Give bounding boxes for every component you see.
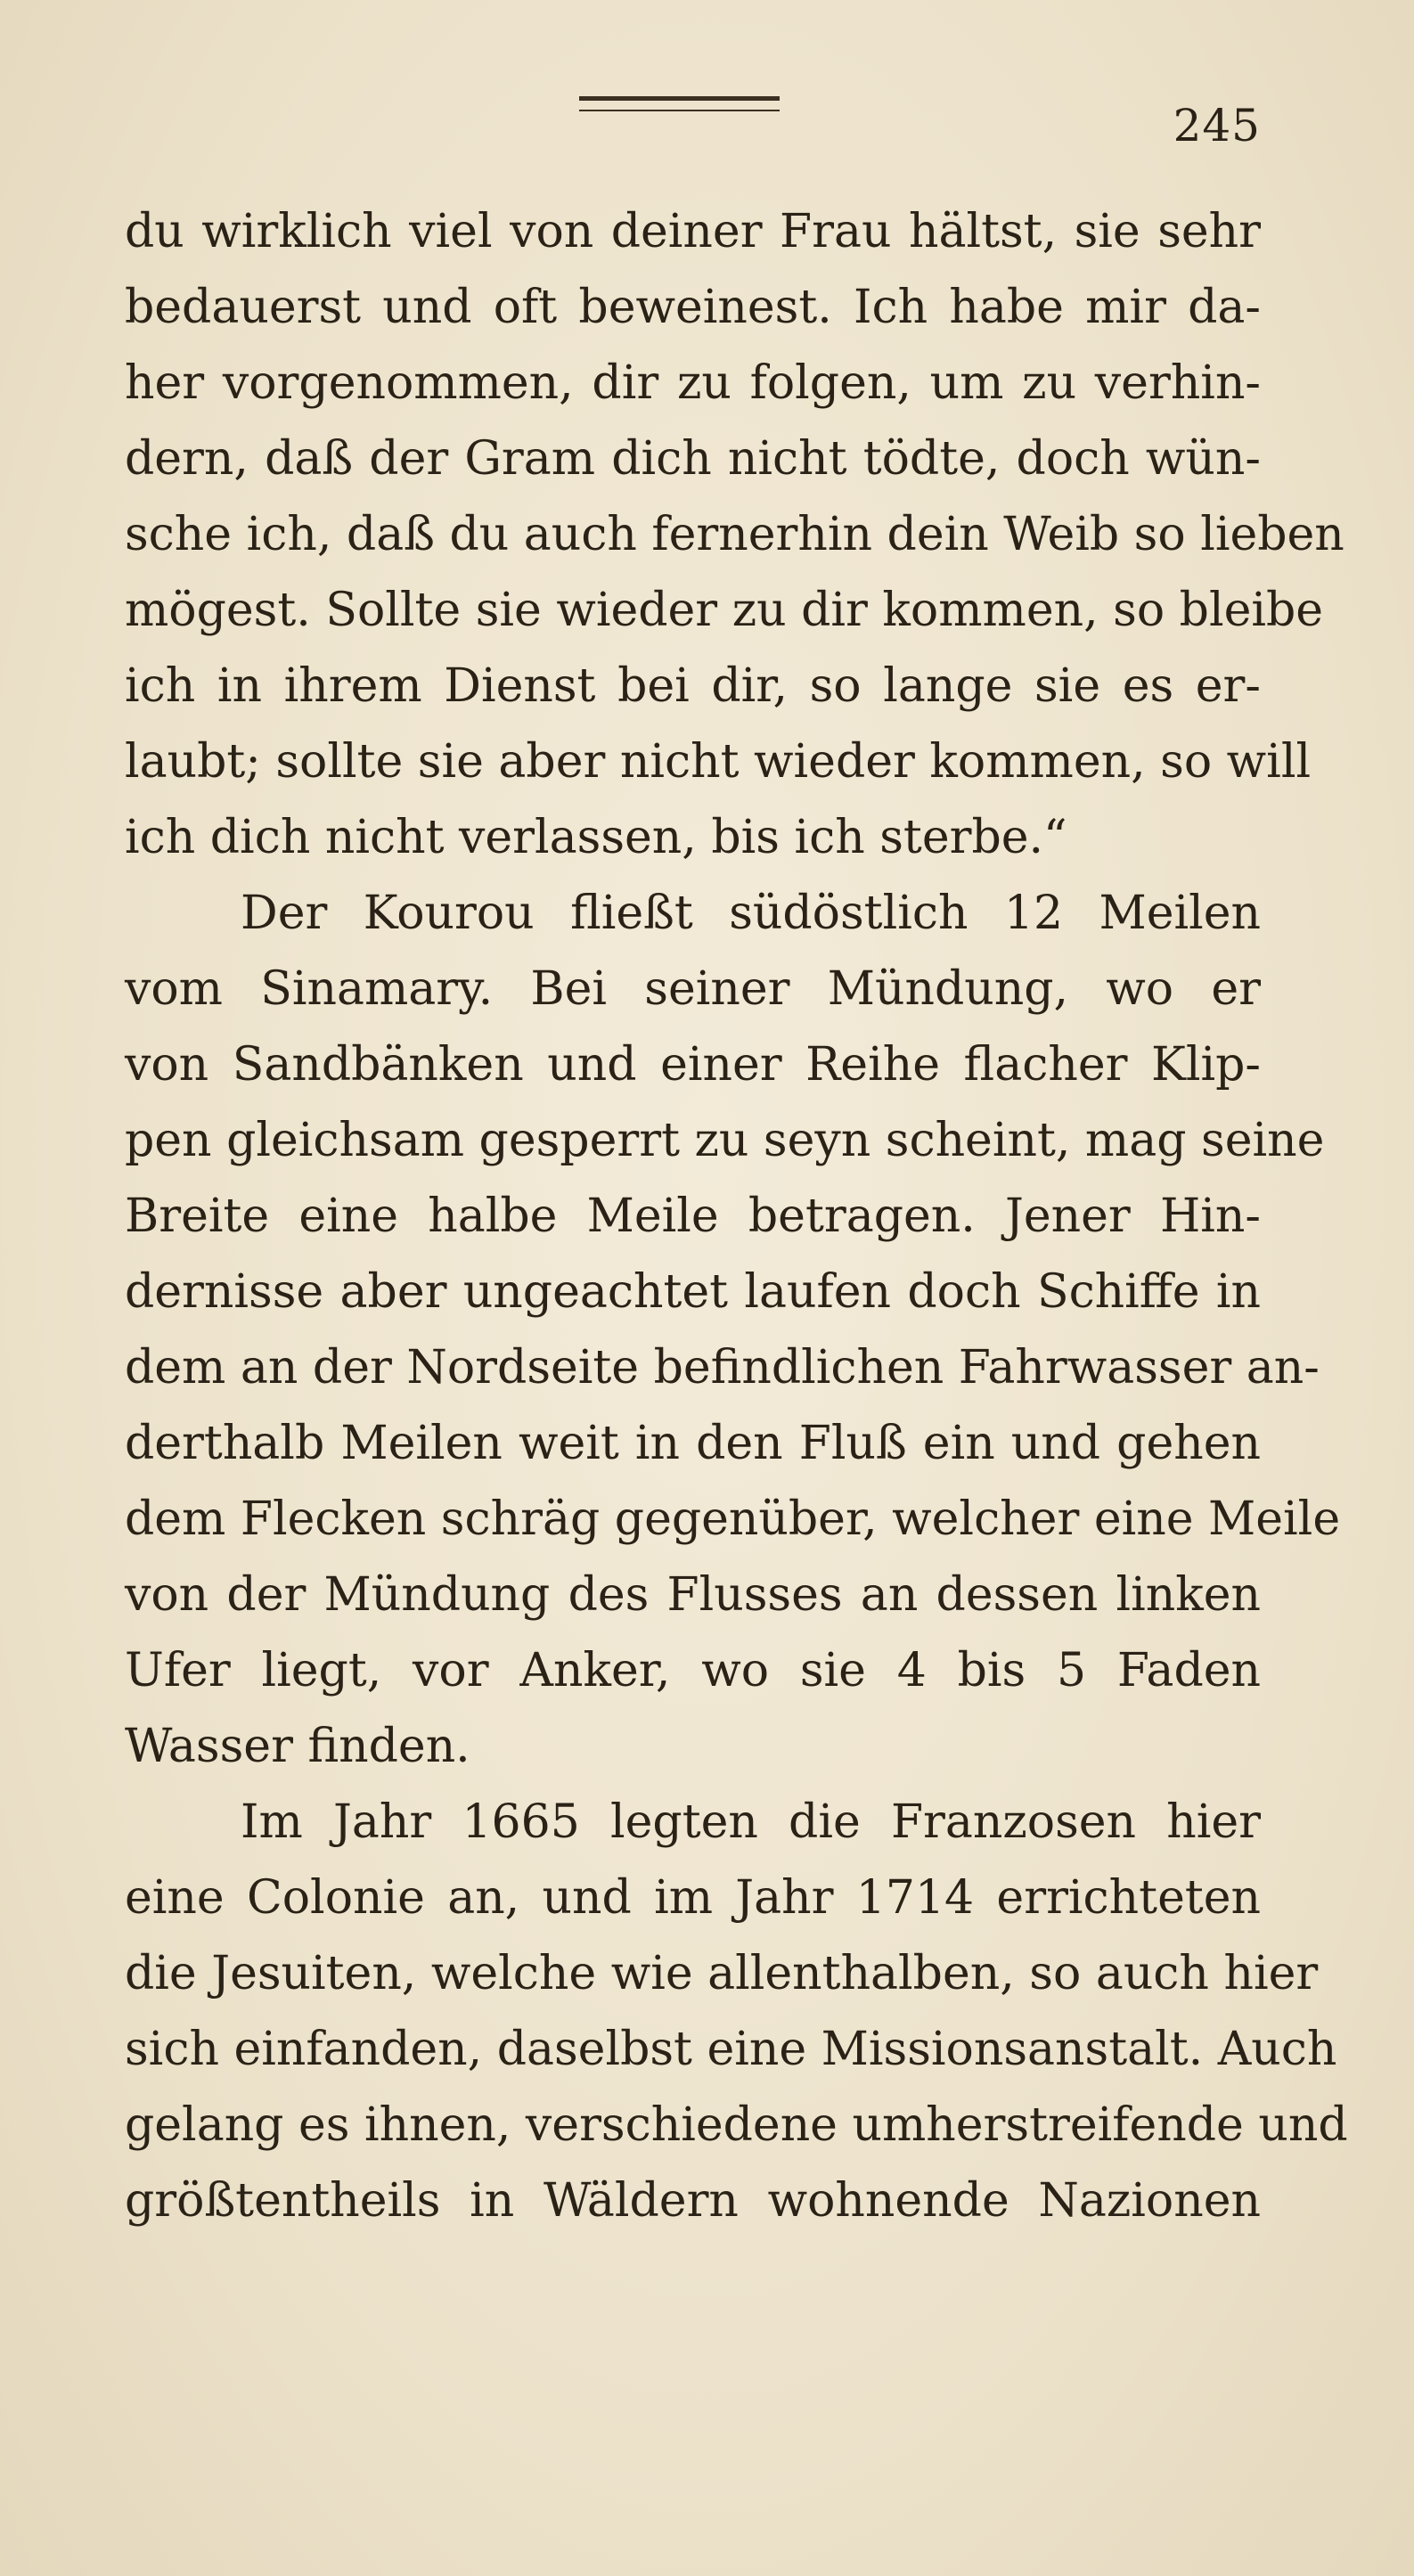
text-line: pen gleichsam gesperrt zu seyn scheint, mag seine	[125, 1114, 1325, 1167]
text-line: du wirklich viel von deiner Frau hältst, sie sehr	[125, 205, 1261, 258]
paragraph-start-line: Im Jahr 1665 legten die Franzosen hier	[241, 1795, 1261, 1849]
text-line: derthalb Meilen weit in den Fluß ein und gehen	[125, 1417, 1261, 1470]
body-text	[125, 194, 1348, 2239]
text-line: gelang es ihnen, verschiedene umherstreifende und	[125, 2098, 1348, 2152]
text-line: dem an der Nordseite befindlichen Fahrwasser an-	[125, 1341, 1320, 1394]
paragraph-start-line: Der Kourou fließt südöstlich 12 Meilen	[241, 887, 1261, 940]
text-line: die Jesuiten, welche wie allenthalben, so auch hier	[125, 1947, 1319, 2000]
text-line: laubt; sollte sie aber nicht wieder kommen, so will	[125, 735, 1312, 789]
text-line: vom Sinamary. Bei seiner Mündung, wo er	[125, 962, 1261, 1016]
text-line: Breite eine halbe Meile betragen. Jener Hin-	[125, 1190, 1261, 1243]
header-rule	[579, 96, 780, 101]
text-line: mögest. Sollte sie wieder zu dir kommen, so bleibe	[125, 584, 1324, 637]
text-line: dem Flecken schräg gegenüber, welcher eine Meile	[125, 1492, 1341, 1546]
text-line: sich einfanden, daselbst eine Missionsanstalt. Auch	[125, 2023, 1337, 2076]
text-line: Wasser finden.	[125, 1720, 470, 1773]
text-line: bedauerst und oft beweinest. Ich habe mir da-	[125, 281, 1261, 334]
text-line: eine Colonie an, und im Jahr 1714 errichteten	[125, 1871, 1261, 1925]
text-line: her vorgenommen, dir zu folgen, um zu verhin-	[125, 356, 1261, 410]
text-line: von der Mündung des Flusses an dessen linken	[125, 1568, 1261, 1622]
text-line: ich dich nicht verlassen, bis ich sterbe.“	[125, 811, 1067, 864]
text-line: sche ich, daß du auch fernerhin dein Weib so lieben	[125, 508, 1345, 561]
page-number: 245	[1173, 100, 1261, 151]
text-line: Ufer liegt, vor Anker, wo sie 4 bis 5 Faden	[125, 1644, 1261, 1697]
text-line: ich in ihrem Dienst bei dir, so lange sie es er-	[125, 659, 1261, 713]
text-line: von Sandbänken und einer Reihe flacher Klip-	[125, 1038, 1261, 1092]
text-line: dernisse aber ungeachtet laufen doch Schiffe in	[125, 1265, 1261, 1319]
text-line: größtentheils in Wäldern wohnende Nazionen	[125, 2174, 1261, 2228]
text-line: dern, daß der Gram dich nicht tödte, doch wün-	[125, 432, 1261, 486]
